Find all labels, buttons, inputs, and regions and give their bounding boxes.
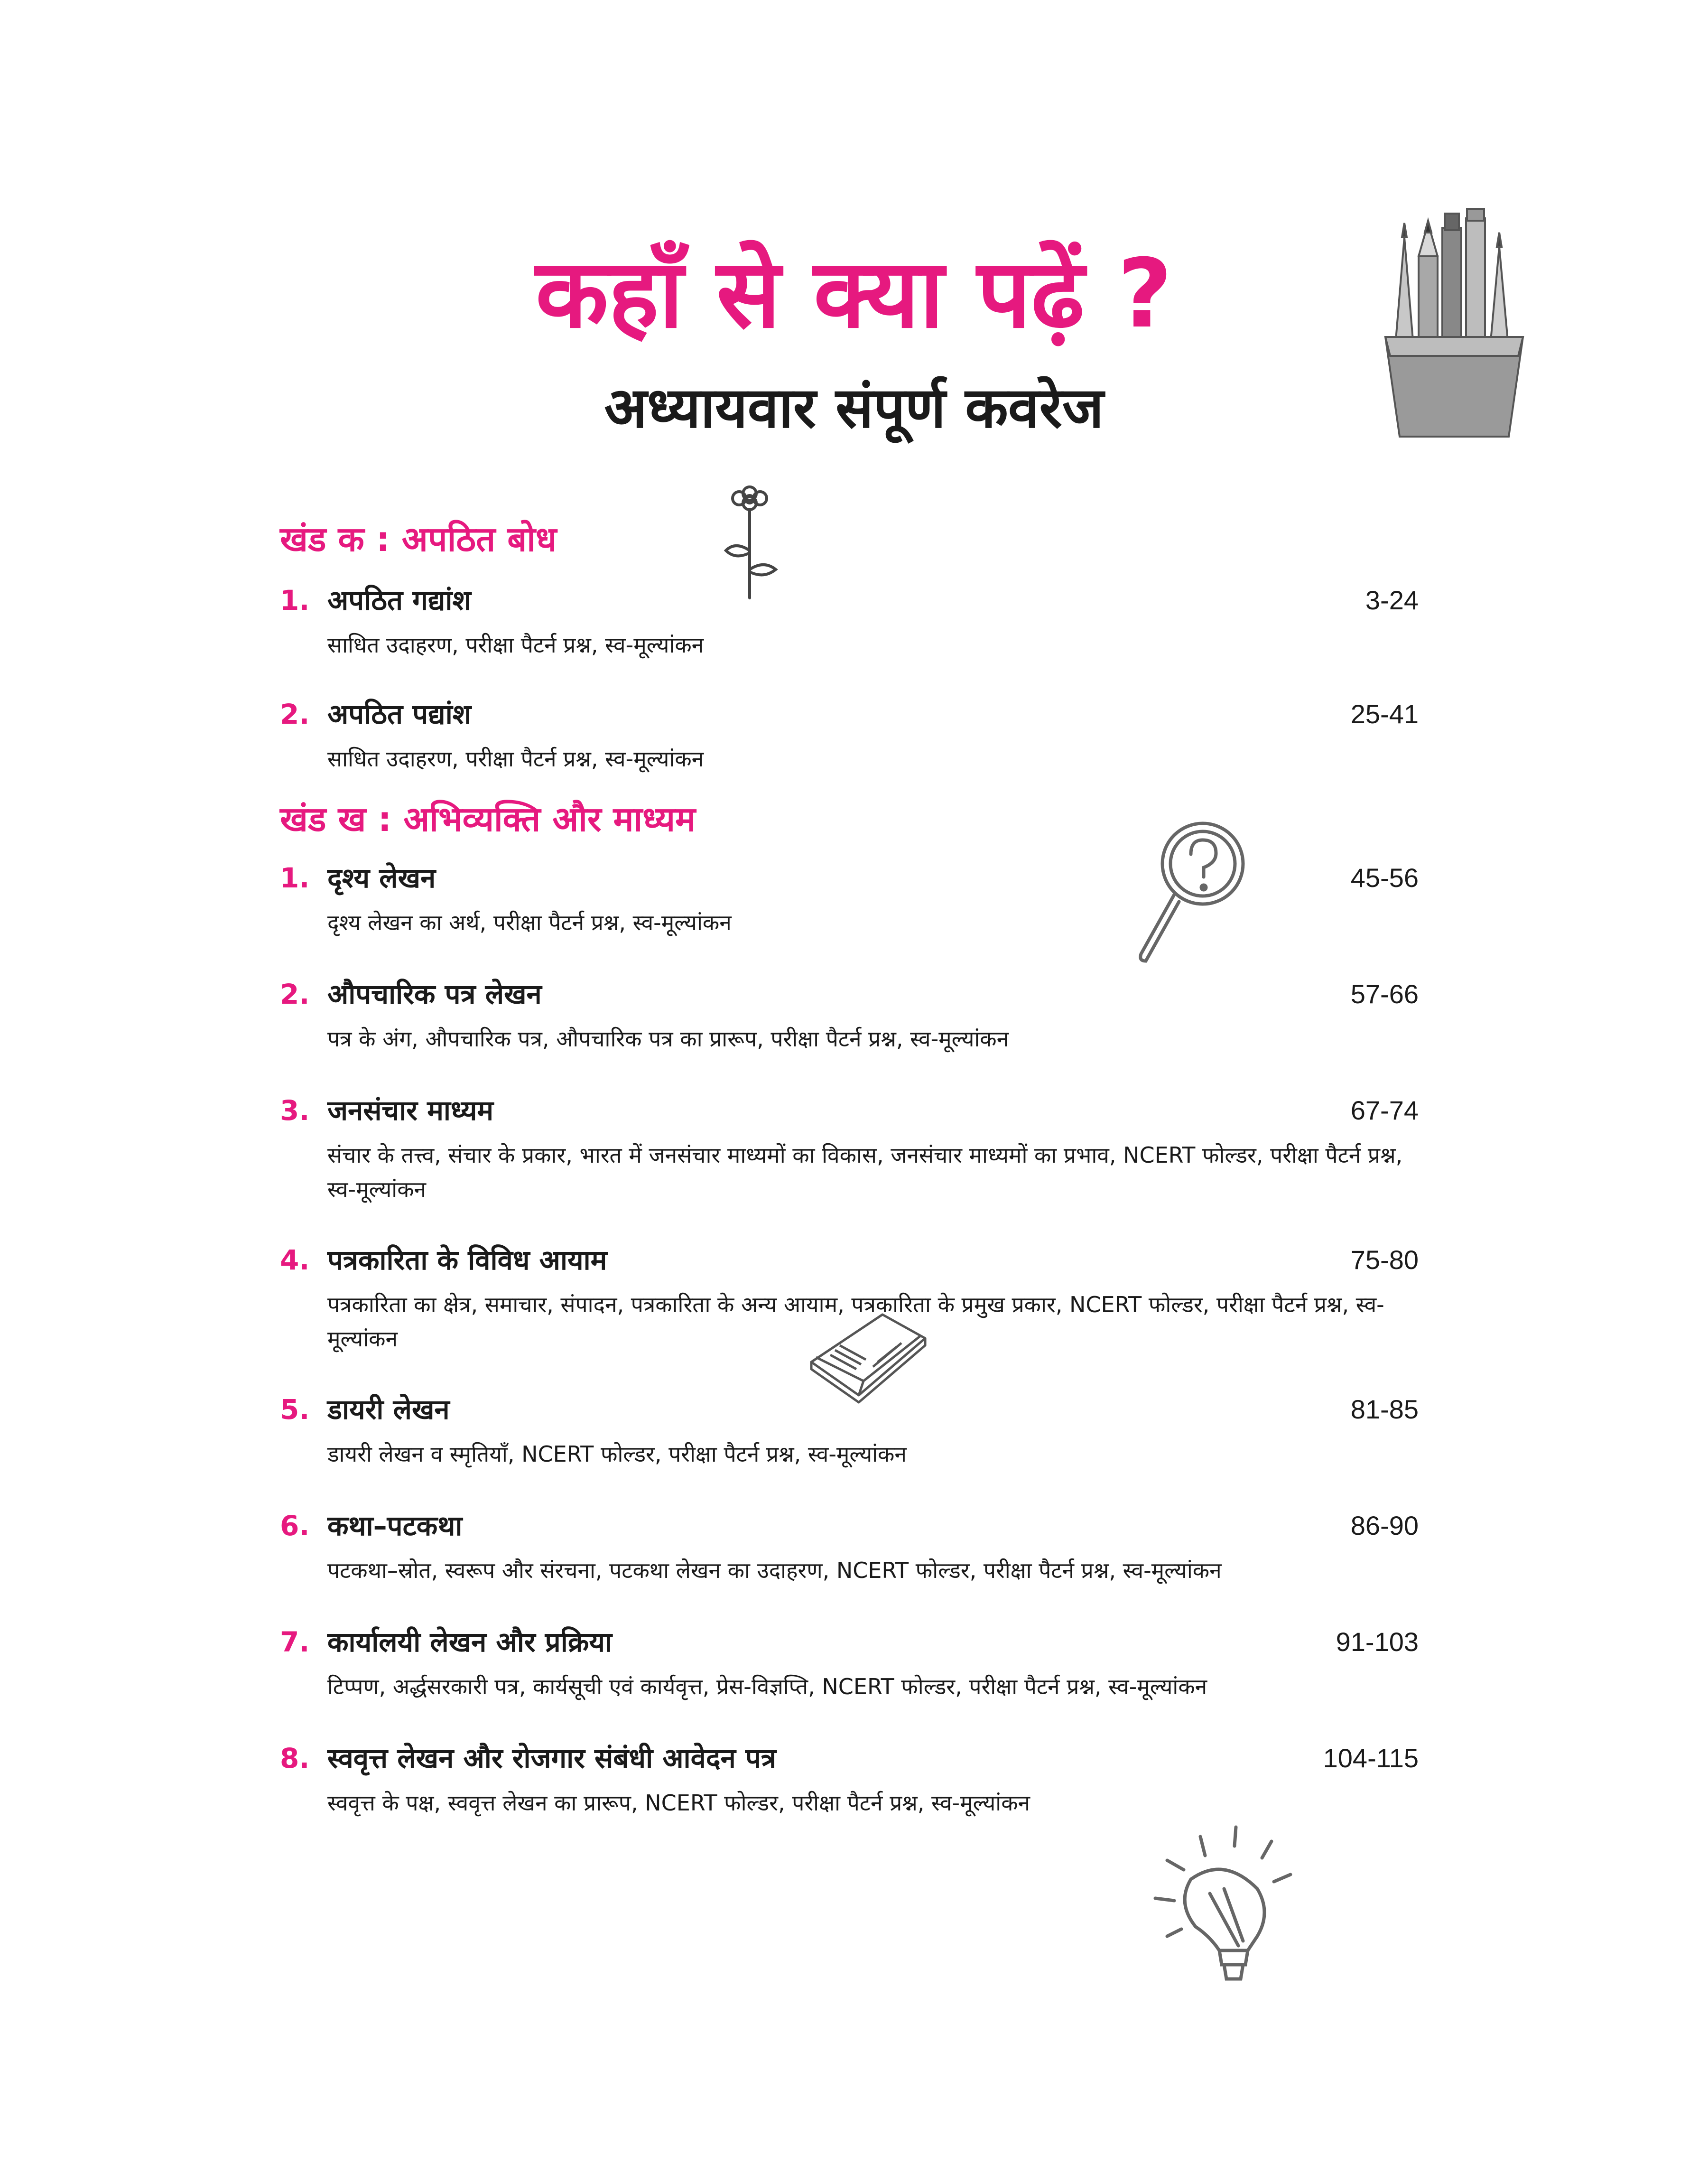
entry-description: पत्र के अंग, औपचारिक पत्र, औपचारिक पत्र का प्रारूप, परीक्षा पैटर्न प्रश्न, स्व-मूल्यांकन [327,1026,1009,1052]
toc-entry[interactable] [280,975,1419,1056]
toc-entry[interactable] [280,581,1419,662]
entry-pages: 57-66 [1350,979,1419,1009]
page-title: कहाँ से क्या पढ़ें ? [535,239,1173,349]
entry-description: साधित उदाहरण, परीक्षा पैटर्न प्रश्न, स्व-मूल्यांकन [327,632,704,658]
entry-title: कार्यालयी लेखन और प्रक्रिया [327,1626,613,1658]
entry-pages: 3-24 [1365,585,1419,615]
entry-title: अपठित पद्यांश [327,698,472,730]
lightbulb-icon [1129,1808,1309,1998]
entry-description: डायरी लेखन व स्मृतियाँ, NCERT फोल्डर, परीक्षा पैटर्न प्रश्न, स्व-मूल्यांकन [327,1441,907,1467]
entry-number: 2. [280,698,310,730]
entry-pages: 45-56 [1350,863,1419,893]
pencil-cup-icon [1376,195,1532,441]
toc-entry[interactable] [280,695,1419,776]
entry-title: पत्रकारिता के विविध आयाम [327,1244,607,1276]
entry-pages: 67-74 [1350,1095,1419,1125]
entry-title: डायरी लेखन [327,1393,450,1426]
toc-entry[interactable] [280,1507,1419,1587]
toc-entry[interactable] [280,1092,1419,1206]
entry-number: 1. [280,584,310,616]
entry-number: 5. [280,1393,310,1426]
entry-pages: 86-90 [1350,1511,1419,1540]
section-heading-a: खंड क : अपठित बोध [280,519,557,559]
entry-number: 2. [280,978,310,1010]
entry-number: 4. [280,1244,310,1276]
section-heading-b: खंड ख : अभिव्यक्ति और माध्यम [280,799,696,839]
entry-title: कथा–पटकथा [327,1510,463,1542]
entry-title: अपठित गद्यांश [327,584,471,616]
flower-icon [716,475,783,603]
entry-pages: 75-80 [1350,1245,1419,1275]
entry-description: टिप्पण, अर्द्धसरकारी पत्र, कार्यसूची एवं कार्यवृत्त, प्रेस-विज्ञप्ति, NCERT फोल्डर, परीक्षा पैटर्न प्रश्न, स्व-मूल्यांकन [327,1674,1207,1699]
entry-title: स्ववृत्त लेखन और रोजगार संबंधी आवेदन पत्र [327,1742,776,1774]
entry-description: स्ववृत्त के पक्ष, स्ववृत्त लेखन का प्रारूप, NCERT फोल्डर, परीक्षा पैटर्न प्रश्न, स्व-मूल्यांकन [327,1790,1030,1816]
open-book-icon [802,1310,935,1405]
entry-number: 6. [280,1510,310,1542]
magnifier-question-icon [1132,816,1255,968]
entry-description: साधित उदाहरण, परीक्षा पैटर्न प्रश्न, स्व-मूल्यांकन [327,746,704,772]
entry-description: दृश्य लेखन का अर्थ, परीक्षा पैटर्न प्रश्न, स्व-मूल्यांकन [327,910,732,935]
entry-pages: 104-115 [1323,1743,1419,1773]
entry-description: पत्रकारिता का क्षेत्र, समाचार, संपादन, पत्रकारिता के अन्य आयाम, पत्रकारिता के प्रमुख प्रकार, NCERT फोल्डर, परीक्षा पैटर्न प्रश्न, स्व-मूल्यांकन [327,1292,1384,1352]
entry-pages: 91-103 [1336,1627,1419,1657]
entry-title: औपचारिक पत्र लेखन [327,978,542,1010]
entry-title: दृश्य लेखन [327,862,436,894]
page-subtitle: अध्यायवार संपूर्ण कवरेज [604,375,1104,440]
toc-entry[interactable] [280,1623,1419,1704]
entry-title: जनसंचार माध्यम [327,1094,494,1127]
entry-number: 8. [280,1742,310,1774]
entry-pages: 81-85 [1350,1394,1419,1424]
entry-description: संचार के तत्त्व, संचार के प्रकार, भारत में जनसंचार माध्यमों का विकास, जनसंचार माध्यमों का प्रभाव, NCERT फोल्डर, परीक्षा पैटर्न प्रश्न, स्व-मूल्यांकन [327,1142,1403,1202]
entry-number: 1. [280,862,310,894]
entry-description: पटकथा–स्रोत, स्वरूप और संरचना, पटकथा लेखन का उदाहरण, NCERT फोल्डर, परीक्षा पैटर्न प्रश्न, स्व-मूल्यांकन [327,1558,1222,1583]
entry-number: 3. [280,1094,310,1127]
entry-number: 7. [280,1626,310,1658]
entry-pages: 25-41 [1350,699,1419,729]
